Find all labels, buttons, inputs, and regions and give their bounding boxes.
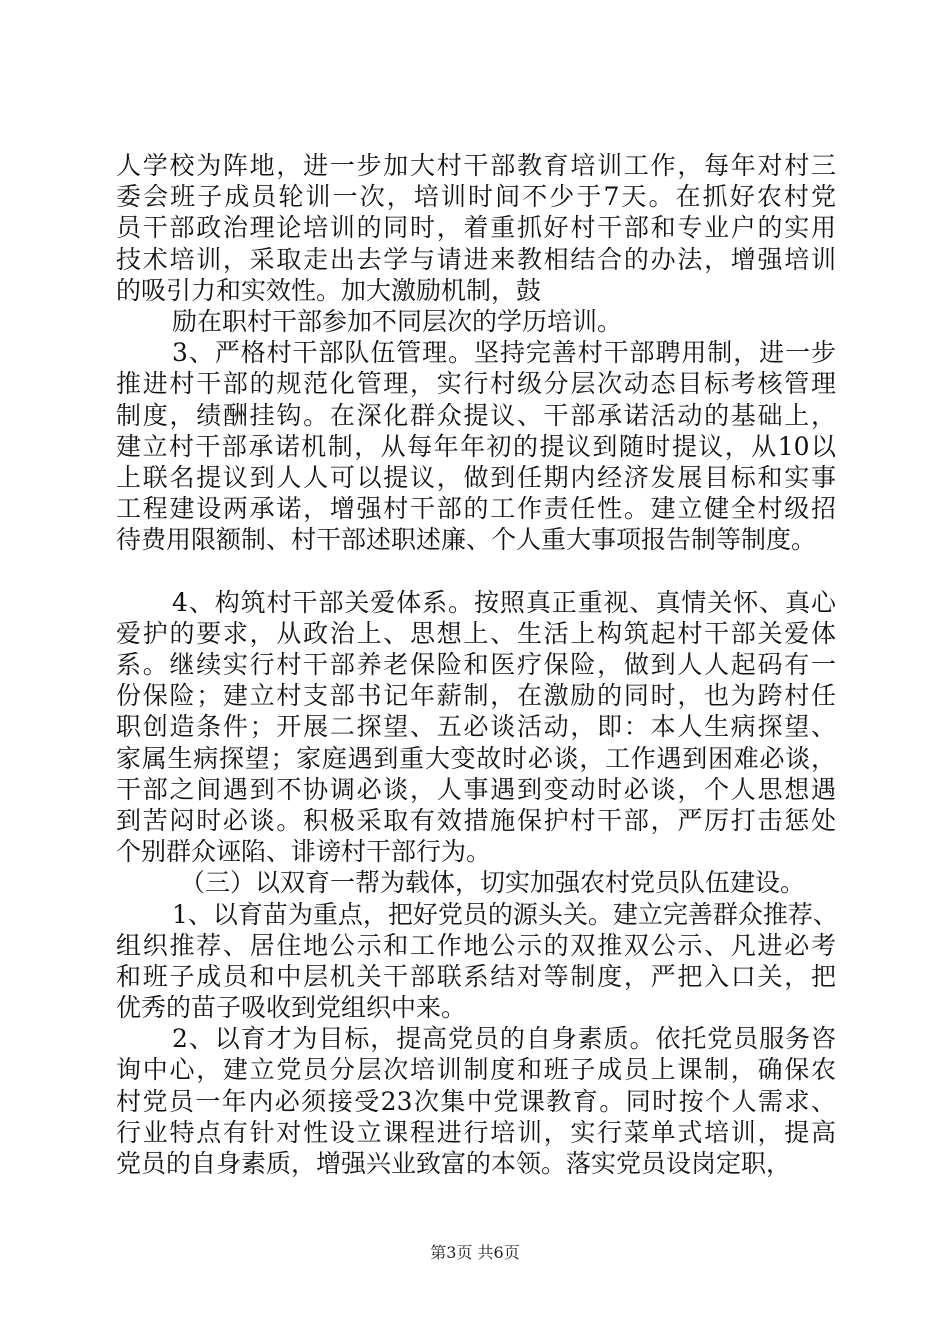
text-line: 份保险；建立村支部书记年薪制，在激励的同时，也为跨村任	[116, 681, 836, 711]
text-line: 委会班子成员轮训一次，培训时间不少于7天。在抓好农村党	[116, 182, 836, 212]
text-line: 员干部政治理论培训的同时，着重抓好村干部和专业户的实用	[116, 213, 836, 243]
text-line: 上联名提议到人人可以提议，做到任期内经济发展目标和实事	[116, 462, 836, 492]
page-number-footer: 第3页 共6页	[430, 1243, 520, 1262]
text-line: 系。继续实行村干部养老保险和医疗保险，做到人人起码有一	[116, 650, 836, 679]
text-line: 家属生病探望；家庭遇到重大变故时必谈，工作遇到困难必谈，	[116, 743, 836, 773]
document-body	[116, 150, 836, 1179]
text-line: 询中心，建立党员分层次培训制度和班子成员上课制，确保农	[116, 1055, 836, 1085]
text-line: 个别群众诬陷、诽谤村干部行为。	[116, 837, 492, 867]
text-line: 待费用限额制、村干部述职述廉、个人重大事项报告制等制度。	[116, 525, 817, 555]
section-3-heading-line: 3、严格村干部队伍管理。坚持完善村干部聘用制，进一步	[172, 338, 836, 368]
text-line: 村党员一年内必须接受23次集中党课教育。同时按个人需求、	[116, 1086, 836, 1116]
text-line: 爱护的要求，从政治上、思想上、生活上构筑起村干部关爱体	[116, 618, 836, 648]
text-line: 和班子成员和中层机关干部联系结对等制度，严把入口关，把	[116, 961, 836, 991]
text-line: 建立村干部承诺机制，从每年年初的提议到随时提议，从10以	[116, 431, 836, 461]
text-line: 组织推荐、居住地公示和工作地公示的双推双公示、凡进必考	[116, 930, 836, 960]
text-line: 人学校为阵地，进一步加大村干部教育培训工作，每年对村三	[116, 151, 836, 180]
text-line: 党员的自身素质，增强兴业致富的本领。落实党员设岗定职，	[116, 1149, 792, 1178]
text-line: 技术培训，采取走出去学与请进来教相结合的办法，增强培训	[116, 244, 836, 274]
text-line: 优秀的苗子吸收到党组织中来。	[116, 993, 467, 1023]
item-2-heading-line: 2、以育才为目标，提高党员的自身素质。依托党员服务咨	[172, 1024, 836, 1054]
text-line: 职创造条件；开展二探望、五必谈活动，即：本人生病探望、	[116, 712, 836, 742]
text-line: 工程建设两承诺，增强村干部的工作责任性。建立健全村级招	[116, 494, 836, 524]
section-three-heading: （三）以双育一帮为载体，切实加强农村党员队伍建设。	[180, 868, 806, 898]
paragraph-gap	[116, 555, 836, 586]
text-line: 干部之间遇到不协调必谈，人事遇到变动时必谈，个人思想遇	[116, 774, 836, 804]
text-line: 的吸引力和实效性。加大激励机制，鼓	[116, 275, 542, 305]
text-line: 制度，绩酬挂钩。在深化群众提议、干部承诺活动的基础上，	[116, 400, 836, 430]
text-line: 推进村干部的规范化管理，实行村级分层次动态目标考核管理	[116, 369, 836, 399]
text-line: 励在职村干部参加不同层次的学历培训。	[172, 306, 623, 336]
text-line: 行业特点有针对性设立课程进行培训，实行菜单式培训，提高	[116, 1117, 836, 1147]
text-line: 到苦闷时必谈。积极采取有效措施保护村干部，严厉打击惩处	[116, 805, 836, 835]
section-4-heading-line: 4、构筑村干部关爱体系。按照真正重视、真情关怀、真心	[172, 587, 836, 617]
item-1-heading-line: 1、以育苗为重点，把好党员的源头关。建立完善群众推荐、	[172, 899, 838, 929]
